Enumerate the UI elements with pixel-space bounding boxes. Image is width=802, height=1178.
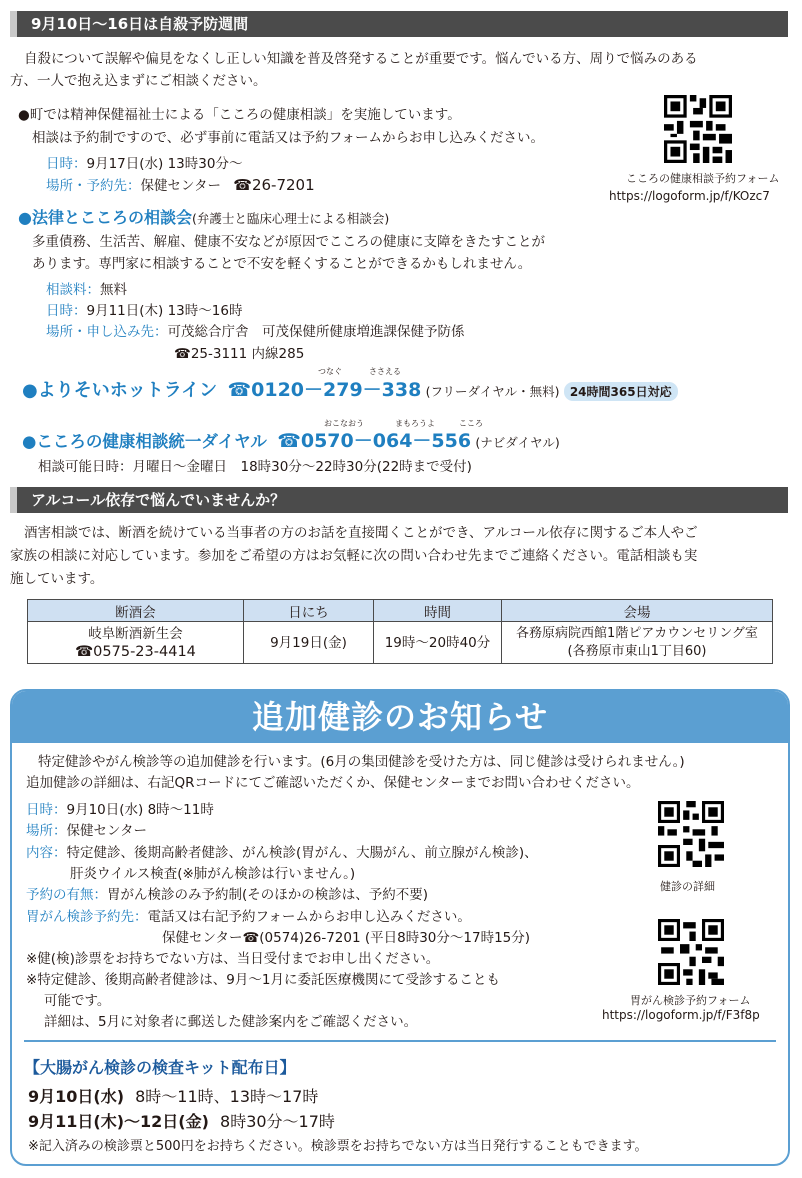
alcohol-p3: 施しています。: [10, 571, 104, 587]
navi-ruby-b: まもろうよ: [395, 419, 435, 428]
houritsu-place: 場所・申し込み先：可茂総合庁舎 可茂保健所健康増進課保健予防係: [46, 324, 465, 340]
houritsu-fee: 相談料：無料: [46, 282, 127, 298]
checkup-date: 日時：9月10日(水) 8時～11時: [26, 802, 214, 818]
checkup-note-1: ※健(検)診票をお持ちでない方は、当日受付までお申し出ください。: [26, 951, 440, 967]
kit-divider: [24, 1040, 776, 1042]
houritsu-desc-1: 多重債務、生活苦、解雇、健康不安などが原因でこころの健康に支障をきたすことが: [32, 234, 545, 250]
alcohol-table: [27, 599, 773, 664]
navi-ruby-c: こころ: [459, 419, 483, 428]
yorisoi-ruby-a: つなぐ: [318, 367, 342, 376]
th-time: 時間: [374, 600, 502, 622]
th-venue: 会場: [502, 600, 773, 622]
cell-venue: 各務原病院西館1階ピアカウンセリング室 (各務原市東山1丁目60): [502, 622, 773, 664]
section-title-suicide-prevention: 9月10日～16日は自殺予防週間: [10, 11, 788, 37]
table-row: [28, 622, 773, 664]
houritsu-date: 日時：9月11日(木) 13時～16時: [46, 303, 243, 319]
yorisoi-ruby-b: ささえる: [369, 367, 401, 376]
checkup-note-3: 可能です。: [44, 993, 111, 1009]
houritsu-title: ●法律とこころの相談会(弁護士と臨床心理士による相談会): [18, 208, 390, 227]
stomach-reserve-qr-code[interactable]: [658, 919, 724, 985]
yorisoi-tel: ☎0120－279－338: [227, 379, 422, 401]
box-title: 追加健診のお知らせ: [12, 691, 788, 743]
checkup-detail-qr-code[interactable]: [658, 801, 724, 867]
intro-line-1: 自殺について誤解や偏見をなくし正しい知識を普及啓発することが重要です。悩んでいる方、周りで悩みのある: [24, 51, 698, 67]
alcohol-p2: 家族の相談に対応しています。参加をご希望の方はお気軽に次の問い合わせ先までご連絡ください。電話相談も実: [10, 548, 698, 564]
kokoro-qr-code[interactable]: [664, 95, 732, 163]
checkup-note-2: ※特定健診、後期高齢者健診は、9月～1月に委託医療機関にて受診することも: [26, 972, 500, 988]
kit-title: 【大腸がん検診の検査キット配布日】: [24, 1058, 296, 1077]
stomach-qr-caption: 胃がん検診予約フォーム: [630, 994, 751, 1007]
kokoro-line-1: ●町では精神保健福祉士による「こころの健康相談」を実施しています。: [18, 107, 461, 123]
cell-org: 岐阜断酒新生会 ☎0575-23-4414: [28, 622, 244, 664]
navi-line: ●こころの健康相談統一ダイヤル ☎0570－064－556 (ナビダイヤル): [22, 430, 560, 452]
kokoro-qr-caption: こころの健康相談予約フォーム: [626, 172, 780, 185]
kit-note: ※記入済みの検診票と500円をお持ちください。検診票をお持ちでない方は当日発行することもできます。: [28, 1139, 648, 1154]
kokoro-date: 日時：9月17日(水) 13時30分～: [46, 156, 243, 172]
checkup-stomach-1: 胃がん検診予約先：電話又は右記予約フォームからお申し込みください。: [26, 909, 471, 925]
checkup-content-1: 内容：特定健診、後期高齢者健診、がん検診(胃がん、大腸がん、前立腺がん検診)、: [26, 845, 538, 861]
navi-hours: 相談可能日時：月曜日～金曜日 18時30分～22時30分(22時まで受付): [38, 459, 472, 475]
checkup-intro-1: 特定健診やがん検診等の追加健診を行います。(6月の集団健診を受けた方は、同じ健診は受けられません。): [38, 754, 685, 770]
checkup-intro-2: 追加健診の詳細は、右記QRコードにてご確認いただくか、保健センターまでお問い合わせください。: [26, 775, 640, 791]
checkup-stomach-2: 保健センター☎(0574)26-7201 (平日8時30分～17時15分): [162, 930, 531, 946]
cell-time: 19時～20時40分: [374, 622, 502, 664]
yorisoi-badge: 24時間365日対応: [564, 382, 678, 401]
kokoro-qr-url[interactable]: https://logoform.jp/f/KOzc7: [609, 189, 770, 203]
alcohol-p1: 酒害相談では、断酒を続けている当事者の方のお話を直接聞くことができ、アルコール依存に関するご本人やご: [24, 525, 698, 541]
th-date: 日にち: [244, 600, 374, 622]
intro-line-2: 方、一人で抱え込まずにご相談ください。: [10, 73, 267, 89]
houritsu-tel: ☎25-3111 内線285: [174, 346, 305, 362]
checkup-content-2: 肝炎ウイルス検査(※肺がん検診は行いません。): [70, 866, 356, 882]
checkup-detail-qr-caption: 健診の詳細: [660, 880, 715, 893]
kokoro-line-2: 相談は予約制ですので、必ず事前に電話又は予約フォームからお申し込みください。: [32, 130, 545, 146]
checkup-note-4: 詳細は、5月に対象者に郵送した健診案内をご確認ください。: [44, 1014, 418, 1030]
section-title-alcohol: アルコール依存で悩んでいませんか？: [10, 487, 788, 513]
houritsu-desc-2: あります。専門家に相談することで不安を軽くすることができるかもしれません。: [32, 256, 532, 272]
checkup-place: 場所：保健センター: [26, 823, 147, 839]
stomach-qr-url[interactable]: https://logoform.jp/f/F3f8p: [602, 1008, 760, 1022]
kit-day-2: 9月11日(木)～12日(金) 8時30分～17時: [28, 1112, 335, 1131]
navi-tel: ☎0570－064－556: [277, 430, 472, 452]
yorisoi-line: ●よりそいホットライン ☎0120－279－338 (フリーダイヤル・無料) 24時間365日対応: [22, 375, 678, 402]
kit-day-1: 9月10日(水) 8時～11時、13時～17時: [28, 1087, 319, 1106]
kokoro-place: 場所・予約先：保健センター ☎26-7201: [46, 176, 315, 194]
th-org: 断酒会: [28, 600, 244, 622]
table-header-row: [28, 600, 773, 622]
checkup-reserve: 予約の有無：胃がん検診のみ予約制(そのほかの検診は、予約不要): [26, 887, 429, 903]
navi-ruby-a: おこなおう: [324, 419, 364, 428]
cell-date: 9月19日(金): [244, 622, 374, 664]
